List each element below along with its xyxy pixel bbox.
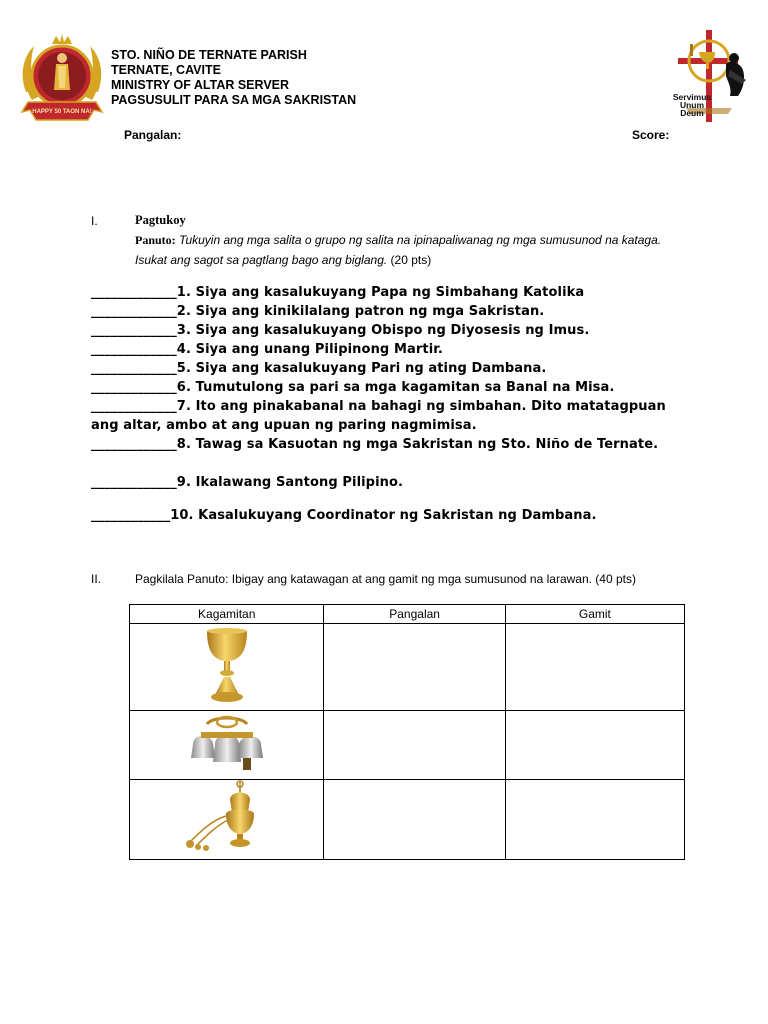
section-1-title: Pagtukoy bbox=[135, 213, 186, 227]
seal-banner-text: HAPPY 50 TAON NA! bbox=[32, 109, 92, 115]
image-cell bbox=[130, 780, 324, 860]
header-kagamitan: Kagamitan bbox=[130, 605, 324, 624]
parish-location: TERNATE, CAVITE bbox=[111, 63, 221, 77]
question-9: _____________9. Ikalawang Santong Pilipino. bbox=[91, 475, 404, 490]
chalice-icon bbox=[197, 627, 257, 705]
name-answer-cell[interactable] bbox=[324, 711, 505, 780]
header-gamit: Gamit bbox=[505, 605, 684, 624]
name-answer-cell[interactable] bbox=[324, 780, 505, 860]
altar-bells-icon bbox=[187, 714, 267, 774]
section-2-number: II. bbox=[91, 572, 102, 586]
motto-line-2: Unum bbox=[679, 100, 705, 110]
table-row bbox=[130, 780, 685, 860]
image-cell bbox=[130, 711, 324, 780]
table-row bbox=[130, 624, 685, 711]
section-2-instruction: Pagkilala Panuto: Ibigay ang katawagan at ang gamit ng mga sumusunod na larawan. (40 pts) bbox=[135, 572, 636, 586]
thurible-icon bbox=[182, 780, 272, 856]
header-pangalan: Pangalan bbox=[324, 605, 505, 624]
image-cell bbox=[130, 624, 324, 711]
question-1: _____________1. Siya ang kasalukuyang Papa ng Simbahang Katolika bbox=[91, 285, 585, 300]
name-answer-cell[interactable] bbox=[324, 624, 505, 711]
question-3: _____________3. Siya ang kasalukuyang Obispo ng Diyosesis ng Imus. bbox=[91, 323, 590, 338]
instruction-points: (20 pts) bbox=[390, 252, 432, 267]
use-answer-cell[interactable] bbox=[505, 780, 684, 860]
score-label: Score: bbox=[632, 128, 670, 142]
parish-seal-icon bbox=[18, 32, 106, 126]
parish-name: STO. NIÑO DE TERNATE PARISH bbox=[111, 48, 307, 62]
table-header-row bbox=[130, 605, 685, 624]
instruction-text: Tukuyin ang mga salita o grupo ng salita na ipinapaliwanag ng mga sumusunod na kataga. Isukat ang sagot sa pagtlang bago ang biglang. bbox=[135, 233, 662, 267]
motto-line-1: Servimus bbox=[672, 92, 712, 102]
question-6: _____________6. Tumutulong sa pari sa mga kagamitan sa Banal na Misa. bbox=[91, 380, 615, 395]
use-answer-cell[interactable] bbox=[505, 624, 684, 711]
question-4: _____________4. Siya ang unang Pilipinong Martir. bbox=[91, 342, 443, 357]
altar-server-cross-icon bbox=[672, 30, 752, 122]
table-row bbox=[130, 711, 685, 780]
motto-line-3: Deum bbox=[680, 108, 704, 118]
exam-title: PAGSUSULIT PARA SA MGA SAKRISTAN bbox=[111, 93, 357, 107]
ministry-name: MINISTRY OF ALTAR SERVER bbox=[111, 78, 290, 92]
section-1-number: I. bbox=[91, 214, 98, 228]
question-10: ____________10. Kasalukuyang Coordinator ng Sakristan ng Dambana. bbox=[91, 508, 597, 523]
question-8: _____________8. Tawag sa Kasuotan ng mga Sakristan ng Sto. Niño de Ternate. bbox=[91, 437, 659, 452]
use-answer-cell[interactable] bbox=[505, 711, 684, 780]
question-2: _____________2. Siya ang kinikilalang patron ng mga Sakristan. bbox=[91, 304, 545, 319]
question-5: _____________5. Siya ang kasalukuyang Pari ng ating Dambana. bbox=[91, 361, 547, 376]
name-label: Pangalan: bbox=[124, 128, 182, 142]
question-7: _____________7. Ito ang pinakabanal na bahagi ng simbahan. Dito matatagpuan ang altar, ambo at ang upuan ng paring nagmimisa. bbox=[91, 399, 666, 433]
identification-table bbox=[129, 604, 685, 860]
section-1-instruction bbox=[135, 231, 675, 270]
instruction-label: Panuto: bbox=[135, 233, 176, 247]
